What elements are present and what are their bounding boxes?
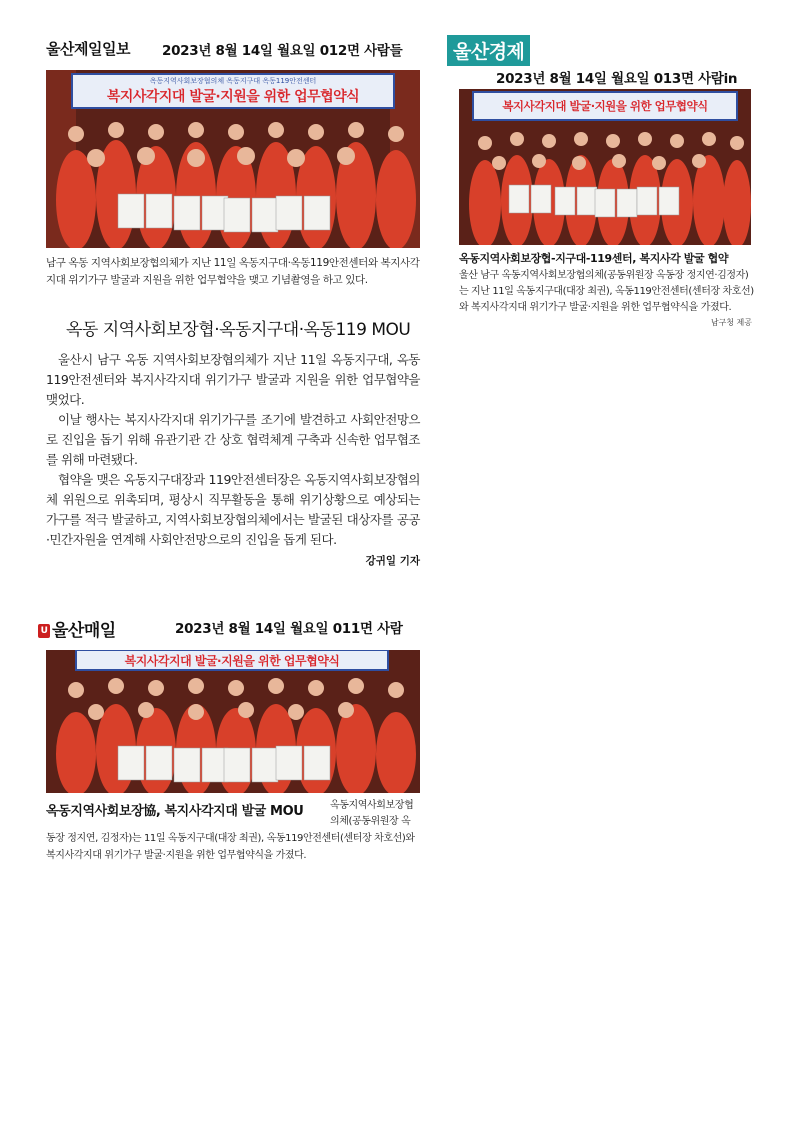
- photo-caption: 남구 옥동 지역사회보장협의체가 지난 11일 옥동지구대·옥동119안전센터와 복지사각지대 위기가구 발굴과 지원을 위한 업무협약을 맺고 기념촬영을 하고 있다.: [46, 257, 420, 286]
- paper-logo: 울산경제: [447, 35, 530, 66]
- group-photo-illustration: [46, 650, 420, 793]
- paper-name: 울산매일: [52, 621, 116, 641]
- group-photo: [46, 70, 420, 248]
- article-paragraph: 울산시 남구 옥동 지역사회보장협의체가 지난 11일 옥동지구대, 옥동119안전센터와 복지사각지대 위기가구 발굴과 지원을 위한 업무협약을 맺었다.: [46, 352, 420, 407]
- dateline: 2023년 8월 14일 월요일 012면 사람들: [162, 43, 403, 59]
- group-photo: [459, 89, 751, 245]
- dateline: 2023년 8월 14일 월요일 011면 사람: [175, 621, 403, 637]
- paper-logo: [38, 616, 116, 641]
- photo-caption: 울산 남구 옥동지역사회보장협의체(공동위원장 옥동장 정지연·김정자)는 지난 11일 옥동지구대(대장 최권), 옥동119안전센터(센터장 차호선)와 복지사각지대 위기가구 발굴·지원을 위한 업무협약식을 가졌다.: [459, 270, 754, 313]
- banner-title: 복지사각지대 발굴·지원을 위한 업무협약식: [106, 89, 360, 105]
- banner-title: 복지사각지대 발굴·지원을 위한 업무협약식: [502, 99, 708, 113]
- banner-title: 복지사각지대 발굴·지원을 위한 업무협약식: [124, 654, 340, 668]
- photo-caption: 동장 정지연, 김정자)는 11일 옥동지구대(대장 최권), 옥동119안전센터(센터장 차호선)와 복지사각지대 위기가구 발굴·지원을 위한 업무협약식을 가졌다.: [46, 833, 415, 861]
- byline: 강귀일 기자: [365, 555, 420, 567]
- article-body: [46, 350, 420, 550]
- article-headline: 옥동지역사회보장協, 복지사각지대 발굴 MOU: [46, 804, 304, 819]
- paper-name: 울산제일일보: [46, 40, 130, 58]
- article-paragraph: 이날 행사는 복지사각지대 위기가구를 조기에 발견하고 사회안전망으로 진입을 돕기 위해 유관기관 간 상호 협력체계 구축과 신속한 업무협조를 위해 마련됐다.: [46, 412, 420, 467]
- banner-organizations: 옥동지역사회보장협의체 옥동지구대 옥동119안전센터: [149, 77, 317, 85]
- dateline: 2023년 8월 14일 월요일 013면 사람in: [496, 71, 738, 87]
- article-headline: 옥동 지역사회보장협·옥동지구대·옥동119 MOU: [66, 320, 411, 340]
- article-paragraph: 협약을 맺은 옥동지구대장과 119안전센터장은 옥동지역사회보장협의체 위원으로 위촉되며, 평상시 직무활동을 통해 위기상황으로 예상되는 가구를 적극 발굴하고, 지역사회보장협의체에서는 발굴된 대상자를 공공·민간자원을 연계해 사회안전망으로의 진입을 돕게 된다.: [46, 472, 420, 547]
- article-headline: 옥동지역사회보장협-지구대-119센터, 복지사각 발굴 협약: [459, 252, 729, 265]
- group-photo: [46, 650, 420, 793]
- paper-logo-mark: U: [38, 624, 50, 638]
- photo-caption-side: 옥동지역사회보장협의체(공동위원장 옥: [330, 800, 414, 827]
- photo-credit: 남구청 제공: [710, 318, 752, 327]
